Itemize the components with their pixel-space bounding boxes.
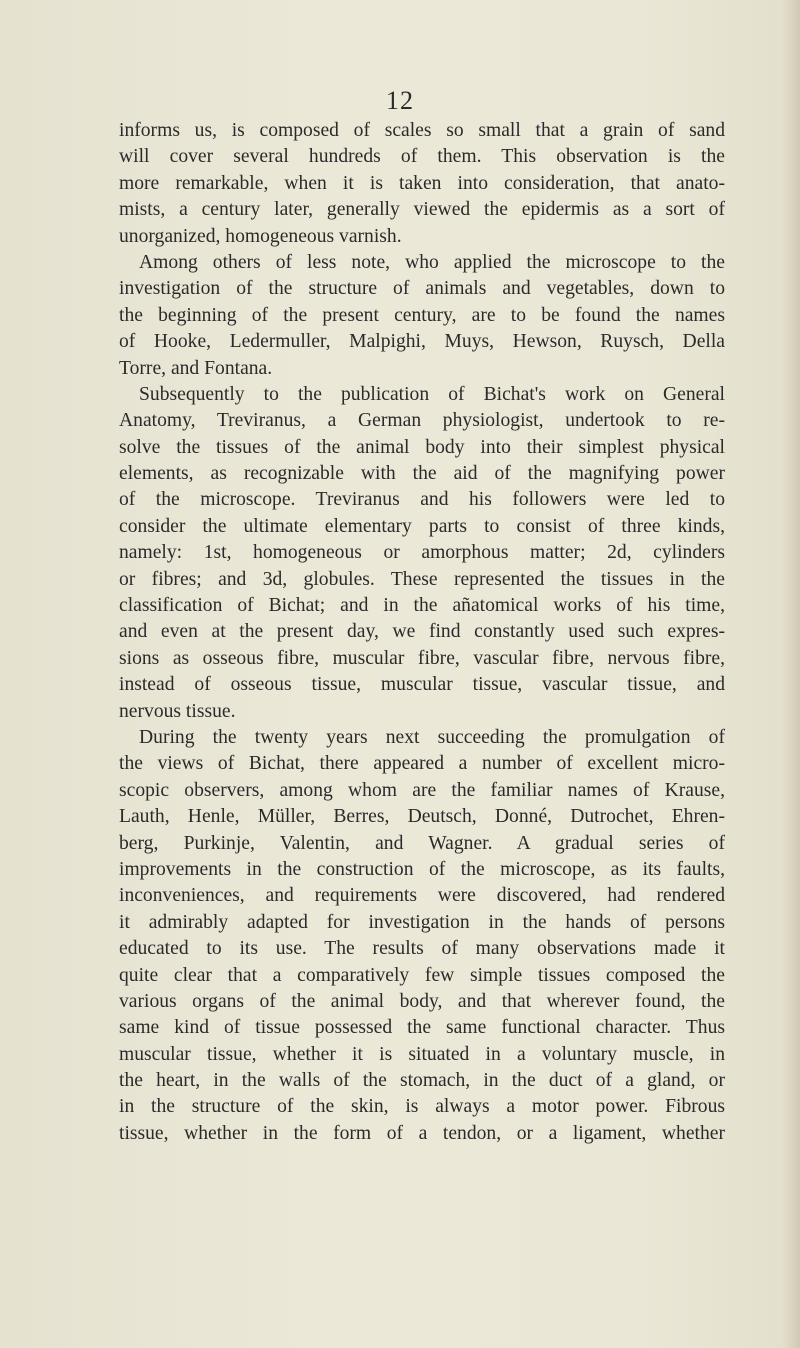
text-line: of the microscope. Treviranus and his followers were led to (119, 489, 725, 511)
text-line: sions as osseous fibre, muscular fibre, vascular fibre, nervous fibre, (119, 647, 725, 669)
text-line: Anatomy, Treviranus, a German physiologist, undertook to re- (119, 410, 725, 432)
text-line: mists, a century later, generally viewed the epidermis as a sort of (119, 199, 725, 221)
text-line: more remarkable, when it is taken into consideration, that anato- (119, 172, 725, 194)
text-line: scopic observers, among whom are the familiar names of Krause, (119, 779, 725, 801)
text-line: classification of Bichat; and in the añatomical works of his time, (119, 595, 725, 617)
text-line: the heart, in the walls of the stomach, in the duct of a gland, or (119, 1070, 725, 1092)
text-line: Among others of less note, who applied the microscope to the (139, 251, 725, 273)
text-line: educated to its use. The results of many observations made it (119, 938, 725, 960)
text-line: berg, Purkinje, Valentin, and Wagner. A gradual series of (119, 832, 725, 854)
page-number: 12 (386, 86, 414, 115)
text-line: unorganized, homogeneous varnish. (119, 225, 402, 247)
text-line: it admirably adapted for investigation in the hands of persons (119, 911, 725, 933)
text-line: Lauth, Henle, Müller, Berres, Deutsch, Donné, Dutrochet, Ehren- (119, 806, 725, 828)
text-line: the views of Bichat, there appeared a number of excellent micro- (119, 753, 725, 775)
text-line: consider the ultimate elementary parts to consist of three kinds, (119, 515, 725, 537)
text-line: will cover several hundreds of them. This observation is the (119, 146, 725, 168)
text-line: and even at the present day, we find constantly used such expres- (119, 621, 725, 643)
text-line: of Hooke, Ledermuller, Malpighi, Muys, Hewson, Ruysch, Della (119, 331, 725, 353)
text-line: Torre, and Fontana. (119, 357, 273, 379)
text-line: solve the tissues of the animal body into their simplest physical (119, 436, 725, 458)
text-line: various organs of the animal body, and that wherever found, the (119, 990, 725, 1012)
text-line: inconveniences, and requirements were discovered, had rendered (119, 885, 725, 907)
text-line: muscular tissue, whether it is situated in a voluntary muscle, in (119, 1043, 725, 1065)
text-line: During the twenty years next succeeding the promulgation of (139, 726, 725, 748)
text-line: Subsequently to the publication of Bichat's work on General (139, 383, 725, 405)
text-line: improvements in the construction of the microscope, as its faults, (119, 858, 725, 880)
text-line: tissue, whether in the form of a tendon, or a ligament, whether (119, 1122, 725, 1144)
text-line: same kind of tissue possessed the same functional character. Thus (119, 1017, 725, 1039)
text-line: nervous tissue. (119, 700, 236, 722)
page-edge-shadow (782, 0, 800, 1348)
text-line: instead of osseous tissue, muscular tissue, vascular tissue, and (119, 674, 725, 696)
text-line: investigation of the structure of animals and vegetables, down to (119, 278, 725, 300)
text-line: the beginning of the present century, are to be found the names (119, 304, 725, 326)
body-text (119, 118, 725, 1147)
text-line: informs us, is composed of scales so small that a grain of sand (119, 120, 725, 141)
text-line: quite clear that a comparatively few simple tissues composed the (119, 964, 725, 986)
text-line: namely: 1st, homogeneous or amorphous matter; 2d, cylinders (119, 542, 725, 564)
text-line: in the structure of the skin, is always a motor power. Fibrous (119, 1096, 725, 1118)
text-line: or fibres; and 3d, globules. These represented the tissues in the (119, 568, 725, 590)
text-line: elements, as recognizable with the aid of the magnifying power (119, 463, 725, 485)
